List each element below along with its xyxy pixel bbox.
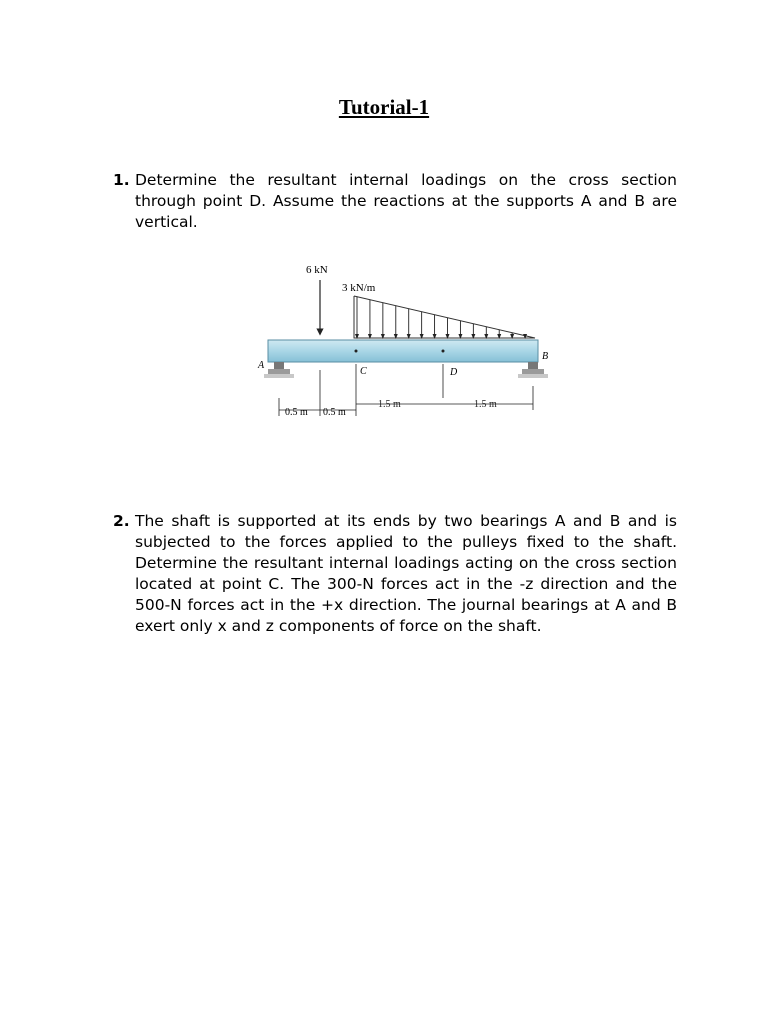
label-d: D: [450, 367, 458, 378]
beam-figure: [250, 258, 560, 428]
label-c: C: [360, 366, 367, 377]
label-b: B: [542, 351, 549, 362]
question-2-text: The shaft is supported at its ends by two bearings A and B and is subjected to the forces applied to the pulleys fixed to the shaft. Determine the resultant internal loadings acting on the cross section located at point C. The 300-N forces act in the -z direction and the 500-N forces act in the +x direction. The journal bearings at A and B exert only x and z components of force on the shaft.: [135, 512, 677, 635]
distributed-load-arrows: [355, 297, 527, 339]
distributed-load-label: 3 kN/m: [342, 282, 376, 294]
support-a: [264, 362, 294, 378]
dim-label-3: 1.5 m: [378, 399, 401, 410]
point-d-dot: [442, 350, 445, 353]
page-title: Tutorial-1: [338, 95, 430, 119]
support-b: [518, 362, 548, 378]
point-load-label: 6 kN: [306, 264, 328, 276]
distributed-load-outline: [354, 296, 535, 338]
point-c-dot: [355, 350, 358, 353]
question-1: [113, 170, 677, 233]
question-2: [113, 511, 677, 637]
label-a: A: [258, 360, 265, 371]
question-1-number: 1.: [113, 171, 130, 189]
beam-diagram: [250, 258, 560, 428]
dim-label-2: 0.5 m: [323, 407, 346, 418]
dim-label-1: 0.5 m: [285, 407, 308, 418]
dim-label-4: 1.5 m: [474, 399, 497, 410]
question-1-text: Determine the resultant internal loadings on the cross section through point D. Assume the reactions at the supports A and B are vertical.: [135, 171, 677, 231]
question-2-number: 2.: [113, 512, 130, 530]
beam: [268, 340, 538, 362]
